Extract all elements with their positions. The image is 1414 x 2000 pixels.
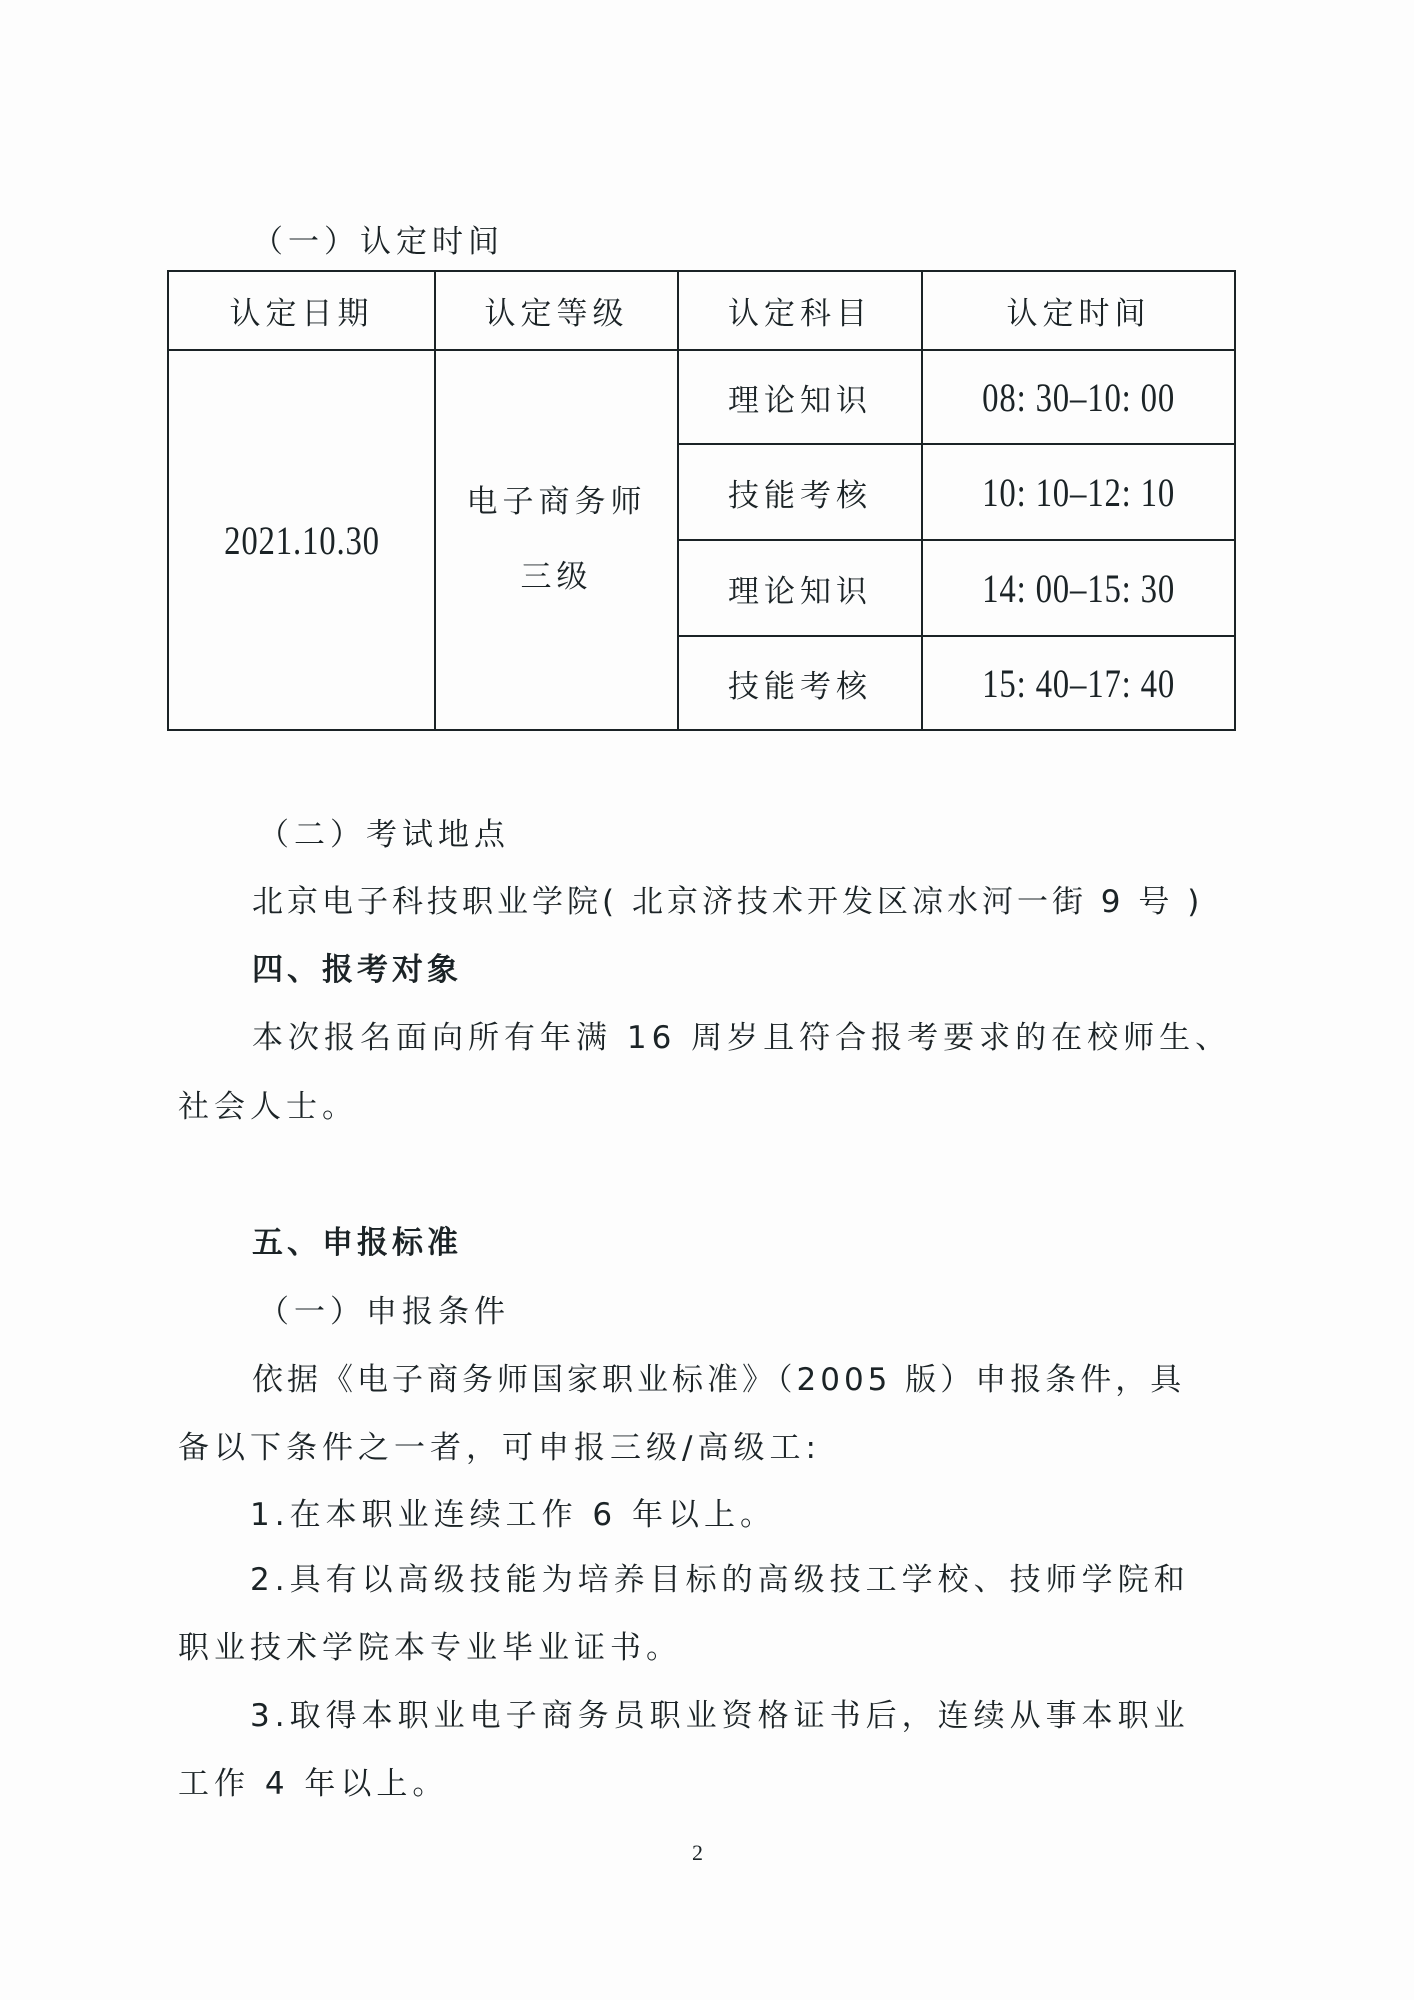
condition-item-3-line2: 工作 4 年以上。 (178, 1766, 449, 1802)
subject-cell: 技能考核 (678, 636, 922, 730)
section-location-heading: （二）考试地点 (258, 817, 510, 853)
address-text: 北京电子科技职业学院( 北京济技术开发区凉水河一街 9 号 ) (252, 884, 1204, 920)
level-line-1: 电子商务师 (466, 484, 647, 520)
header-time: 认定时间 (922, 271, 1235, 350)
section-five-heading: 五、申报标准 (252, 1225, 462, 1261)
time-cell (922, 350, 1235, 444)
intro-line1: 依据《电子商务师国家职业标准》（2005 版）申报条件，具 (252, 1362, 1186, 1398)
header-level: 认定等级 (435, 271, 678, 350)
section-four-paragraph-line2: 社会人士。 (178, 1089, 358, 1125)
level-cell (435, 350, 678, 730)
table-row (168, 350, 1235, 444)
time-value: 10: 10–12: 10 (982, 469, 1175, 515)
header-subject: 认定科目 (678, 271, 922, 350)
subject-cell: 技能考核 (678, 444, 922, 540)
page-number: 2 (692, 1840, 703, 1865)
time-value: 08: 30–10: 00 (982, 374, 1175, 420)
date-cell (168, 350, 435, 730)
condition-item-2-line1: 2.具有以高级技能为培养目标的高级技工学校、技师学院和 (250, 1562, 1190, 1598)
time-cell (922, 444, 1235, 540)
section-four-heading: 四、报考对象 (252, 952, 462, 988)
schedule-table (167, 270, 1236, 731)
subject-cell: 理论知识 (678, 350, 922, 444)
condition-item-2-line2: 职业技术学院本专业毕业证书。 (178, 1630, 682, 1666)
time-cell (922, 540, 1235, 636)
section-time-heading: （一）认定时间 (252, 224, 504, 260)
section-five-subheading: （一）申报条件 (258, 1294, 510, 1330)
level-line-2: 三级 (520, 559, 593, 595)
time-value: 14: 00–15: 30 (982, 565, 1175, 611)
date-value: 2021.10.30 (223, 517, 380, 563)
time-value: 15: 40–17: 40 (982, 660, 1175, 706)
table-header-row (168, 271, 1235, 350)
header-date: 认定日期 (168, 271, 435, 350)
condition-item-1: 1.在本职业连续工作 6 年以上。 (250, 1497, 777, 1533)
subject-cell: 理论知识 (678, 540, 922, 636)
time-cell (922, 636, 1235, 730)
condition-item-3-line1: 3.取得本职业电子商务员职业资格证书后，连续从事本职业 (250, 1698, 1190, 1734)
intro-line2: 备以下条件之一者，可申报三级/高级工: (178, 1430, 821, 1466)
section-four-paragraph-line1: 本次报名面向所有年满 16 周岁且符合报考要求的在校师生、 (252, 1020, 1232, 1056)
